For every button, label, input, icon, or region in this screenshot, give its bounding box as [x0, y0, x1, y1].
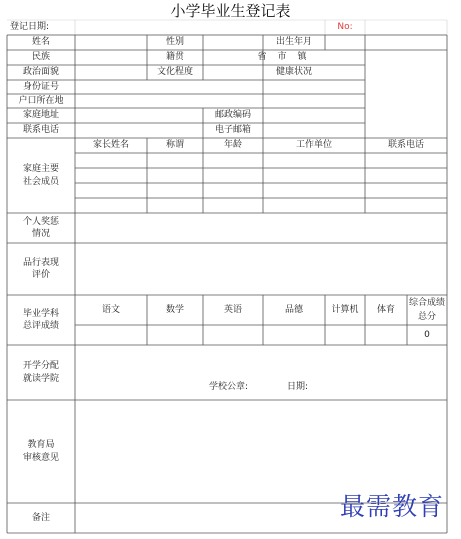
admission-date-label: 日期:	[287, 381, 309, 392]
grade-col-computer: 计算机	[331, 304, 359, 315]
remarks-label: 备注	[31, 512, 50, 523]
household-label: 户口所在地	[18, 95, 64, 106]
birth-label: 出生年月	[275, 37, 312, 48]
town-label: 镇	[297, 52, 307, 63]
grade-col-math: 数学	[165, 304, 184, 315]
serial-no-label: No:	[337, 22, 353, 33]
province-label: 省	[257, 52, 267, 63]
postcode-label: 邮政编码	[214, 110, 251, 121]
family-col-phone: 联系电话	[387, 140, 424, 151]
health-label: 健康状况	[275, 67, 312, 78]
bureau-review-label: 教育局 审核意见	[22, 440, 59, 463]
awards-label: 个人奖惩 情况	[22, 216, 59, 239]
family-col-workplace: 工作单位	[295, 140, 332, 151]
form-title: 小学毕业生登记表	[170, 2, 291, 20]
address-label: 家庭地址	[22, 110, 59, 121]
date-label: 登记日期:	[10, 22, 50, 33]
email-label: 电子邮箱	[214, 125, 251, 136]
gender-label: 性别	[165, 37, 184, 48]
grade-col-total: 综合成绩 总分	[408, 297, 445, 322]
family-section-label: 家庭主要 社会成员	[22, 164, 59, 187]
grades-section-label: 毕业学科 总评成绩	[22, 308, 59, 331]
political-label: 政治面貌	[22, 67, 59, 78]
family-col-relation: 称谓	[165, 140, 184, 151]
brand-watermark: 最需教育	[340, 492, 445, 521]
name-label: 姓名	[31, 37, 50, 48]
family-col-age: 年龄	[223, 140, 242, 151]
id-number-label: 身份证号	[22, 81, 59, 92]
phone-label: 联系电话	[22, 125, 59, 136]
school-stamp-label: 学校公章:	[209, 381, 249, 392]
admission-section-label: 开学分配 就读学院	[22, 361, 59, 384]
native-place-label: 籍贯	[165, 52, 184, 63]
grade-col-english: 英语	[223, 304, 242, 315]
grade-col-chinese: 语文	[101, 304, 120, 315]
conduct-label: 品行表现 评价	[22, 257, 59, 280]
grade-col-morality: 品德	[284, 304, 303, 315]
grade-total-value: 0	[424, 329, 430, 340]
ethnicity-label: 民族	[31, 52, 50, 63]
grade-col-pe: 体育	[376, 304, 395, 315]
city-label: 市	[277, 52, 287, 63]
education-label: 文化程度	[156, 67, 193, 78]
family-col-parent-name: 家长姓名	[92, 140, 129, 151]
